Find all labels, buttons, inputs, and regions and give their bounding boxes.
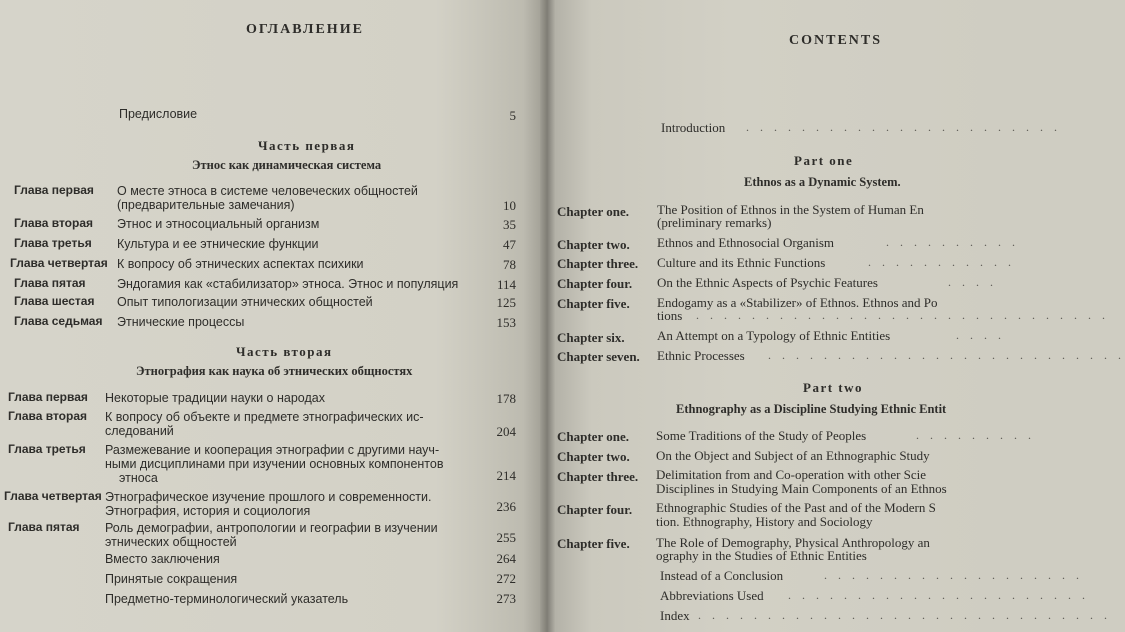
- leader-dots: . . . . . . . . . . . . . . . . . . . . . .: [788, 588, 1089, 602]
- toc-chapter-title: The Role of Demography, Physical Anthropology an: [656, 535, 930, 550]
- toc-chapter-title: Эндогамия как «стабилизатор» этноса. Этнос и популяция: [117, 277, 459, 291]
- toc-chapter-label: Chapter four.: [557, 502, 633, 517]
- toc-chapter-title: On the Ethnic Aspects of Psychic Features: [657, 275, 878, 290]
- toc-chapter-title-cont: (preliminary remarks): [657, 215, 772, 230]
- toc-chapter-title: Этнос и этносоциальный организм: [117, 217, 320, 231]
- toc-chapter-title-cont: tion. Ethnography, History and Sociology: [656, 514, 873, 529]
- toc-page-number: 214: [496, 468, 516, 483]
- toc-chapter-title: Ethnos and Ethnosocial Organism: [657, 235, 835, 250]
- toc-chapter-title-cont: Этнография, история и социология: [105, 504, 311, 518]
- toc-tail-title: Instead of a Conclusion: [660, 568, 784, 583]
- toc-chapter-label: Глава третья: [14, 236, 92, 250]
- intro-title: Introduction: [661, 120, 726, 135]
- part-one-subtitle: Этнос как динамическая система: [192, 158, 382, 172]
- toc-chapter-label: Chapter five.: [557, 296, 630, 311]
- part-one-label: Part one: [794, 153, 854, 168]
- toc-chapter-label: Глава вторая: [8, 409, 88, 423]
- toc-chapter-title-cont: следований: [105, 424, 174, 438]
- toc-chapter-label: Chapter six.: [557, 330, 625, 345]
- toc-page-number: 273: [496, 591, 516, 606]
- toc-chapter-title: On the Object and Subject of an Ethnographic Study: [656, 448, 930, 463]
- part-two-subtitle: Ethnography as a Discipline Studying Ethnic Entit: [676, 402, 947, 416]
- leader-dots: . . . .: [948, 275, 997, 289]
- toc-chapter-label: Глава четвертая: [4, 489, 102, 503]
- leader-dots: . . . .: [956, 328, 1005, 342]
- toc-page-number: 255: [496, 530, 516, 545]
- leader-dots: . . . . . . . . . . . . . . . . . . . . . . .: [746, 120, 1061, 134]
- toc-page-number: 78: [503, 257, 516, 272]
- toc-page-number: 125: [496, 295, 516, 310]
- toc-chapter-title: О месте этноса в системе человеческих общностей: [117, 184, 418, 198]
- toc-chapter-title: Этнические процессы: [117, 315, 245, 329]
- toc-chapter-label: Глава первая: [14, 183, 94, 197]
- toc-page-number: 10: [503, 198, 516, 213]
- toc-page-number: 264: [496, 551, 516, 566]
- leader-dots: . . . . . . . . . . . . . . . . . . . . . . . . . .: [768, 348, 1125, 362]
- toc-chapter-label: Chapter one.: [557, 429, 629, 444]
- toc-page-number: 236: [496, 499, 516, 514]
- toc-chapter-title: Culture and its Ethnic Functions: [657, 255, 826, 270]
- leader-dots: . . . . . . . . .: [916, 428, 1035, 442]
- toc-chapter-title: The Position of Ethnos in the System of Human En: [657, 202, 924, 217]
- preface-page: 5: [509, 108, 516, 123]
- toc-chapter-title-cont: ными дисциплинами при изучении основных компонентов: [105, 457, 444, 471]
- leader-dots: . . . . . . . . . .: [886, 235, 1019, 249]
- toc-page-number: 153: [496, 315, 516, 330]
- toc-chapter-title-cont: этноса: [119, 471, 158, 485]
- toc-chapter-title-cont: ography in the Studies of Ethnic Entities: [656, 548, 867, 563]
- preface-title: Предисловие: [119, 107, 198, 121]
- leader-dots: . . . . . . . . . . .: [868, 255, 1015, 269]
- toc-page-number: 47: [503, 237, 516, 252]
- part-one-label: Часть первая: [258, 138, 356, 153]
- toc-chapter-title: Роль демографии, антропологии и географии в изучении: [105, 521, 438, 535]
- toc-chapter-label: Глава первая: [8, 390, 88, 404]
- page-heading: ОГЛАВЛЕНИЕ: [246, 22, 364, 37]
- toc-chapter-label: Chapter four.: [557, 276, 633, 291]
- toc-chapter-title: К вопросу об объекте и предмете этнографических ис-: [105, 410, 424, 424]
- toc-chapter-title: Размежевание и кооперация этнографии с другими науч-: [105, 443, 440, 457]
- toc-chapter-title: Некоторые традиции науки о народах: [105, 391, 325, 405]
- toc-page-number: 272: [496, 571, 516, 586]
- leader-dots: . . . . . . . . . . . . . . . . . . . . . . . . . . . . . .: [698, 608, 1111, 622]
- toc-chapter-title-cont: tions: [657, 308, 683, 323]
- toc-chapter-label: Chapter five.: [557, 536, 630, 551]
- leader-dots: . . . . . . . . . . . . . . . . . . . . . . . . . . . . . .: [696, 308, 1109, 322]
- toc-chapter-title: Культура и ее этнические функции: [117, 237, 319, 251]
- leader-dots: . . . . . . . . . . . . . . . . . . .: [824, 568, 1083, 582]
- book-gutter: [540, 0, 556, 632]
- toc-chapter-label: Chapter three.: [557, 256, 639, 271]
- left-page: [0, 0, 545, 632]
- toc-chapter-label: Глава вторая: [14, 216, 94, 230]
- toc-chapter-label: Chapter seven.: [557, 349, 640, 364]
- part-two-subtitle: Этнография как наука об этнических общностях: [136, 364, 413, 378]
- toc-chapter-title: Ethnographic Studies of the Past and of the Modern S: [656, 500, 936, 515]
- toc-chapter-label: Глава пятая: [8, 520, 80, 534]
- toc-chapter-label: Chapter two.: [557, 237, 630, 252]
- toc-tail-title: Предметно-терминологический указатель: [105, 592, 349, 606]
- part-two-label: Part two: [803, 380, 864, 395]
- toc-tail-title: Вместо заключения: [105, 552, 220, 566]
- toc-chapter-title: Endogamy as a «Stabilizer» of Ethnos. Ethnos and Po: [657, 295, 938, 310]
- toc-chapter-title-cont: этнических общностей: [105, 535, 237, 549]
- toc-chapter-title: Delimitation from and Co-operation with other Scie: [656, 467, 927, 482]
- toc-tail-title: Index: [660, 608, 690, 623]
- page-heading: CONTENTS: [789, 33, 883, 48]
- right-page: [556, 0, 1125, 632]
- toc-page-number: 204: [496, 424, 516, 439]
- toc-chapter-label: Chapter three.: [557, 469, 639, 484]
- toc-chapter-title: К вопросу об этнических аспектах психики: [117, 257, 364, 271]
- toc-page-number: 114: [496, 277, 516, 292]
- toc-chapter-title: Этнографическое изучение прошлого и современности.: [105, 490, 432, 504]
- part-two-label: Часть вторая: [236, 344, 333, 359]
- toc-chapter-title-cont: Disciplines in Studying Main Components of an Ethnos: [656, 481, 947, 496]
- toc-chapter-label: Глава четвертая: [10, 256, 108, 270]
- toc-chapter-title: Some Traditions of the Study of Peoples: [656, 428, 867, 443]
- toc-chapter-label: Глава пятая: [14, 276, 86, 290]
- toc-tail-title: Abbreviations Used: [660, 588, 764, 603]
- toc-chapter-title: Ethnic Processes: [657, 348, 745, 363]
- toc-chapter-title: Опыт типологизации этнических общностей: [117, 295, 373, 309]
- toc-chapter-title-cont: (предварительные замечания): [117, 198, 295, 212]
- toc-page-number: 178: [496, 391, 516, 406]
- toc-tail-title: Принятые сокращения: [105, 572, 238, 586]
- toc-chapter-title: An Attempt on a Typology of Ethnic Entities: [657, 328, 891, 343]
- toc-chapter-label: Chapter one.: [557, 204, 629, 219]
- toc-page-number: 35: [503, 217, 516, 232]
- toc-chapter-label: Глава шестая: [14, 294, 95, 308]
- toc-chapter-label: Chapter two.: [557, 449, 630, 464]
- part-one-subtitle: Ethnos as a Dynamic System.: [744, 175, 901, 189]
- toc-chapter-label: Глава седьмая: [14, 314, 103, 328]
- toc-chapter-label: Глава третья: [8, 442, 86, 456]
